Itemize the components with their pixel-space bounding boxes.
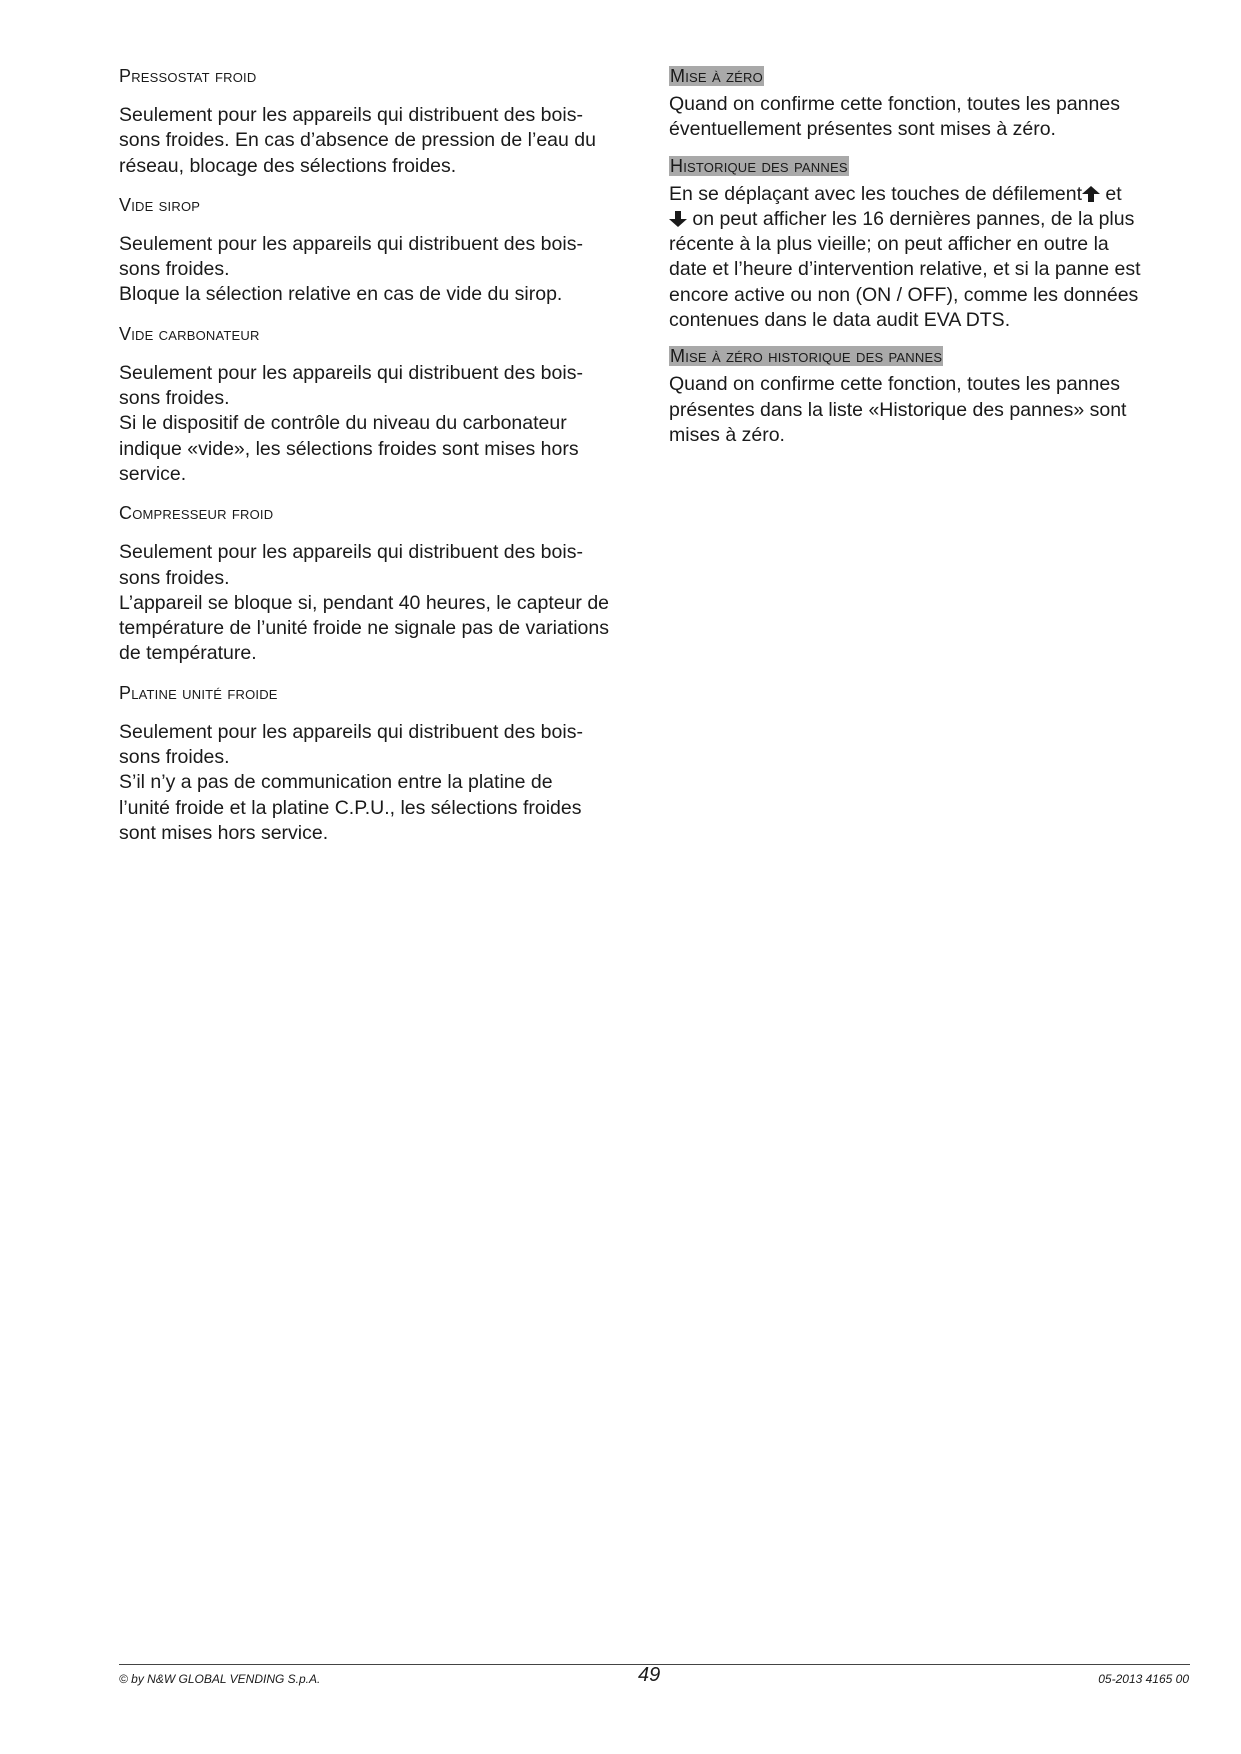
section-pressostat-froid	[119, 64, 644, 179]
section-body	[119, 361, 644, 487]
text-line: mises à zéro.	[669, 423, 785, 446]
section-body	[119, 720, 644, 846]
text-fragment: En se déplaçant avec les touches de défilement	[669, 182, 1083, 205]
section-mise-a-zero-historique	[669, 344, 1189, 448]
section-heading	[669, 64, 1189, 88]
section-historique-des-pannes	[669, 154, 1189, 334]
text-line: L’appareil se bloque si, pendant 40 heures, le capteur de	[119, 591, 610, 614]
document-code: 05-2013 4165 00	[1098, 1672, 1189, 1686]
text-line: Quand on confirme cette fonction, toutes les pannes	[669, 373, 1120, 396]
text-line: contenues dans le data audit EVA DTS.	[669, 309, 1011, 332]
section-platine-unite-froide	[119, 681, 644, 846]
text-fragment: et	[1100, 182, 1122, 205]
section-heading: Vide carbonateur	[119, 323, 260, 344]
text-line: sons froides.	[119, 746, 230, 769]
text-line: Seulement pour les appareils qui distribuent des bois-	[119, 541, 583, 564]
section-compresseur-froid	[119, 501, 644, 666]
section-body	[119, 103, 644, 179]
section-heading: Platine unité froide	[119, 682, 278, 703]
text-line: sons froides.	[119, 566, 230, 589]
heading-highlight: Mise à zéro historique des pannes	[670, 346, 943, 367]
text-line: Si le dispositif de contrôle du niveau du carbonateur	[119, 412, 567, 435]
section-heading	[669, 154, 1189, 178]
footer-copyright: © by N&W GLOBAL VENDING S.p.A.	[119, 1672, 321, 1686]
text-line: présentes dans la liste «Historique des pannes» sont	[669, 398, 1127, 421]
text-line: sons froides.	[119, 258, 230, 281]
text-fragment: on peut afficher les 16 dernières pannes, de la plus	[687, 207, 1135, 230]
section-vide-sirop	[119, 193, 644, 308]
text-line: indique «vide», les sélections froides sont mises hors	[119, 437, 579, 460]
section-body	[669, 372, 1189, 448]
section-mise-a-zero	[669, 64, 1189, 143]
text-line: récente à la plus vieille; on peut afficher en outre la	[669, 233, 1109, 256]
right-column	[669, 64, 1189, 459]
text-line: encore active ou non (ON / OFF), comme les données	[669, 283, 1139, 306]
section-heading: Pressostat froid	[119, 66, 257, 86]
text-line: éventuellement présentes sont mises à zéro.	[669, 118, 1056, 141]
section-heading	[669, 344, 1189, 368]
text-line: sons froides.	[119, 387, 230, 410]
heading-highlight: Historique des pannes	[670, 155, 848, 176]
text-line: réseau, blocage des sélections froides.	[119, 154, 457, 177]
text-line: Seulement pour les appareils qui distribuent des bois-	[119, 232, 583, 255]
text-line: S’il n’y a pas de communication entre la platine de	[119, 771, 553, 794]
arrow-down-icon	[669, 209, 687, 225]
text-line: date et l’heure d’intervention relative, et si la panne est	[669, 258, 1141, 281]
section-vide-carbonateur	[119, 322, 644, 487]
heading-highlight: Mise à zéro	[670, 66, 763, 86]
section-heading: Compresseur froid	[119, 503, 274, 524]
text-line: sons froides. En cas d’absence de pression de l’eau du	[119, 129, 596, 152]
text-line: température de l’unité froide ne signale pas de variations	[119, 617, 609, 640]
text-line: Seulement pour les appareils qui distribuent des bois-	[119, 104, 583, 126]
text-line	[669, 207, 1189, 232]
text-line	[669, 182, 1189, 207]
text-line: service.	[119, 462, 187, 485]
text-line: Seulement pour les appareils qui distribuent des bois-	[119, 720, 583, 743]
left-column	[119, 64, 644, 860]
text-line: l’unité froide et la platine C.P.U., les sélections froides	[119, 796, 582, 819]
text-line: Bloque la sélection relative en cas de vide du sirop.	[119, 283, 563, 306]
text-line: sont mises hors service.	[119, 821, 329, 844]
section-body	[669, 182, 1189, 334]
section-heading: Vide sirop	[119, 194, 201, 215]
text-line: Quand on confirme cette fonction, toutes les pannes	[669, 93, 1120, 115]
text-line: de température.	[119, 642, 257, 665]
section-body	[669, 92, 1189, 143]
section-body	[119, 232, 644, 308]
text-line: Seulement pour les appareils qui distribuent des bois-	[119, 361, 583, 384]
page-number: 49	[638, 1664, 661, 1686]
section-body	[119, 540, 644, 666]
arrow-up-icon	[1082, 184, 1100, 200]
